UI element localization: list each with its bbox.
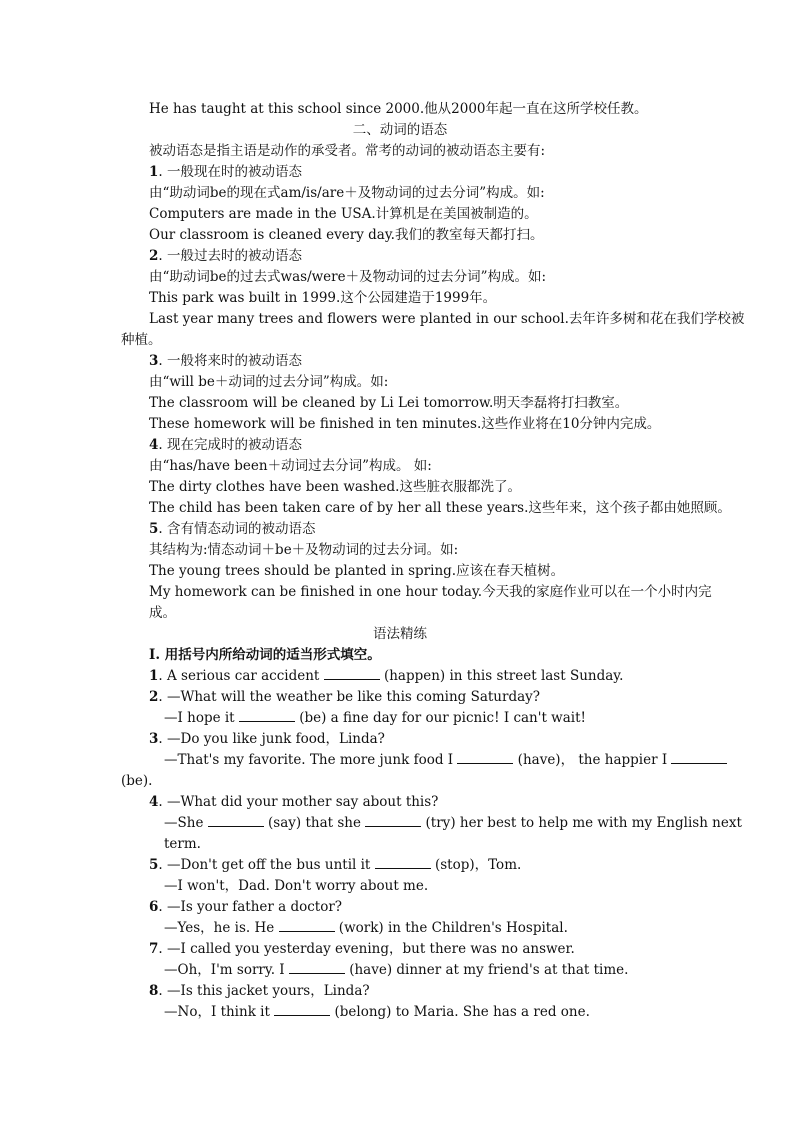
example-line: Our classroom is cleaned every day.我们的教室每天都打扫。 bbox=[149, 227, 544, 243]
item-heading bbox=[149, 246, 302, 266]
section-intro: 被动语态是指主语是动作的承受者。常考的动词的被动语态主要有: bbox=[149, 143, 546, 159]
question-4 bbox=[149, 792, 438, 812]
item-number: 4 bbox=[149, 437, 159, 453]
question-text: —She bbox=[164, 815, 208, 831]
question-7 bbox=[149, 939, 575, 959]
answer-blank[interactable] bbox=[365, 814, 421, 827]
question-text: . —I called you yesterday evening，but there was no answer. bbox=[158, 941, 575, 957]
question-4-reply bbox=[164, 813, 742, 833]
question-number: 4 bbox=[149, 794, 159, 810]
question-text: . —Do you like junk food，Linda? bbox=[158, 731, 385, 747]
example-line: Last year many trees and flowers were planted in our school.去年许多树和花在我们学校被 bbox=[149, 311, 745, 327]
question-8 bbox=[149, 981, 370, 1001]
question-2-reply bbox=[164, 708, 586, 728]
item-heading bbox=[149, 351, 302, 371]
example-line: My homework can be finished in one hour today.今天我的家庭作业可以在一个小时内完 bbox=[149, 584, 712, 600]
item-title: . 含有情态动词的被动语态 bbox=[158, 521, 316, 537]
question-7-reply bbox=[164, 960, 628, 980]
question-8-reply bbox=[164, 1002, 590, 1022]
question-text: . —What will the weather be like this coming Saturday? bbox=[158, 689, 541, 705]
intro-line: He has taught at this school since 2000.他从2000年起一直在这所学校任教。 bbox=[149, 101, 648, 117]
item-title: . 现在完成时的被动语态 bbox=[158, 437, 302, 453]
example-line: The child has been taken care of by her all these years.这些年来，这个孩子都由她照顾。 bbox=[149, 500, 731, 516]
answer-blank[interactable] bbox=[457, 751, 513, 764]
question-number: 6 bbox=[149, 899, 159, 915]
item-heading bbox=[149, 435, 302, 455]
question-text: —I hope it bbox=[164, 710, 239, 726]
question-text: (happen) in this street last Sunday. bbox=[379, 668, 624, 684]
item-rule: 由“助动词be的过去式was/were＋及物动词的过去分词”构成。如: bbox=[149, 269, 547, 285]
question-text: (work) in the Children's Hospital. bbox=[334, 920, 568, 936]
item-rule: 由“助动词be的现在式am/is/are＋及物动词的过去分词”构成。如: bbox=[149, 185, 545, 201]
answer-blank[interactable] bbox=[208, 814, 264, 827]
question-6 bbox=[149, 897, 342, 917]
item-rule: 由“has/have been＋动词过去分词”构成。 如: bbox=[149, 458, 432, 474]
question-5-reply: —I won't，Dad. Don't worry about me. bbox=[164, 878, 429, 894]
question-text: . —Is this jacket yours，Linda? bbox=[158, 983, 370, 999]
section-title: 二、动词的语态 bbox=[352, 122, 448, 138]
item-number: 3 bbox=[149, 353, 159, 369]
example-continuation: 成。 bbox=[149, 605, 176, 621]
question-text: (have) dinner at my friend's at that time. bbox=[344, 962, 629, 978]
question-5 bbox=[149, 855, 521, 875]
question-number: 5 bbox=[149, 857, 159, 873]
question-text: . A serious car accident bbox=[158, 668, 324, 684]
question-text: (say) that she bbox=[263, 815, 366, 831]
answer-blank[interactable] bbox=[375, 856, 431, 869]
question-6-reply bbox=[164, 918, 568, 938]
item-title: . 一般现在时的被动语态 bbox=[158, 164, 302, 180]
question-continuation: term. bbox=[164, 836, 201, 852]
item-number: 2 bbox=[149, 248, 159, 264]
item-number: 5 bbox=[149, 521, 159, 537]
example-continuation: 种植。 bbox=[121, 332, 162, 348]
answer-blank[interactable] bbox=[324, 667, 380, 680]
practice-title: 语法精练 bbox=[373, 626, 427, 642]
item-title: . 一般将来时的被动语态 bbox=[158, 353, 302, 369]
question-text: . —What did your mother say about this? bbox=[158, 794, 439, 810]
item-title: . 一般过去时的被动语态 bbox=[158, 248, 302, 264]
item-rule: 其结构为:情态动词＋be＋及物动词的过去分词。如: bbox=[149, 542, 459, 558]
answer-blank[interactable] bbox=[671, 751, 727, 764]
example-line: The classroom will be cleaned by Li Lei tomorrow.明天李磊将打扫教室。 bbox=[149, 395, 629, 411]
question-text: —Oh，I'm sorry. I bbox=[164, 962, 289, 978]
question-text: . —Don't get off the bus until it bbox=[158, 857, 375, 873]
example-line: Computers are made in the USA.计算机是在美国被制造的。 bbox=[149, 206, 538, 222]
item-rule: 由“will be＋动词的过去分词”构成。如: bbox=[149, 374, 389, 390]
item-heading bbox=[149, 519, 316, 539]
question-text: (stop)，Tom. bbox=[430, 857, 522, 873]
question-number: 8 bbox=[149, 983, 159, 999]
item-heading bbox=[149, 162, 302, 182]
example-line: The young trees should be planted in spring.应该在春天植树。 bbox=[149, 563, 565, 579]
question-number: 7 bbox=[149, 941, 159, 957]
question-text: —Yes，he is. He bbox=[164, 920, 279, 936]
example-line: The dirty clothes have been washed.这些脏衣服都洗了。 bbox=[149, 479, 521, 495]
answer-blank[interactable] bbox=[239, 709, 295, 722]
answer-blank[interactable] bbox=[279, 919, 335, 932]
question-text: —That's my favorite. The more junk food I bbox=[164, 752, 458, 768]
answer-blank[interactable] bbox=[274, 1003, 330, 1016]
question-number: 1 bbox=[149, 668, 159, 684]
question-text: (have)， the happier I bbox=[513, 752, 672, 768]
question-number: 2 bbox=[149, 689, 159, 705]
question-continuation: (be). bbox=[121, 773, 153, 789]
question-3-reply bbox=[164, 750, 727, 770]
item-number: 1 bbox=[149, 164, 159, 180]
answer-blank[interactable] bbox=[289, 961, 345, 974]
example-line: This park was built in 1999.这个公园建造于1999年。 bbox=[149, 290, 497, 306]
question-1 bbox=[149, 666, 623, 686]
question-2 bbox=[149, 687, 540, 707]
practice-part-heading: Ⅰ. 用括号内所给动词的适当形式填空。 bbox=[149, 647, 381, 663]
question-3 bbox=[149, 729, 385, 749]
question-text: —No，I think it bbox=[164, 1004, 275, 1020]
example-line: These homework will be finished in ten minutes.这些作业将在10分钟内完成。 bbox=[149, 416, 661, 432]
question-number: 3 bbox=[149, 731, 159, 747]
question-text: . —Is your father a doctor? bbox=[158, 899, 343, 915]
question-text: (try) her best to help me with my English next bbox=[421, 815, 742, 831]
question-text: (be) a fine day for our picnic! I can't wait! bbox=[294, 710, 586, 726]
question-text: (belong) to Maria. She has a red one. bbox=[330, 1004, 590, 1020]
